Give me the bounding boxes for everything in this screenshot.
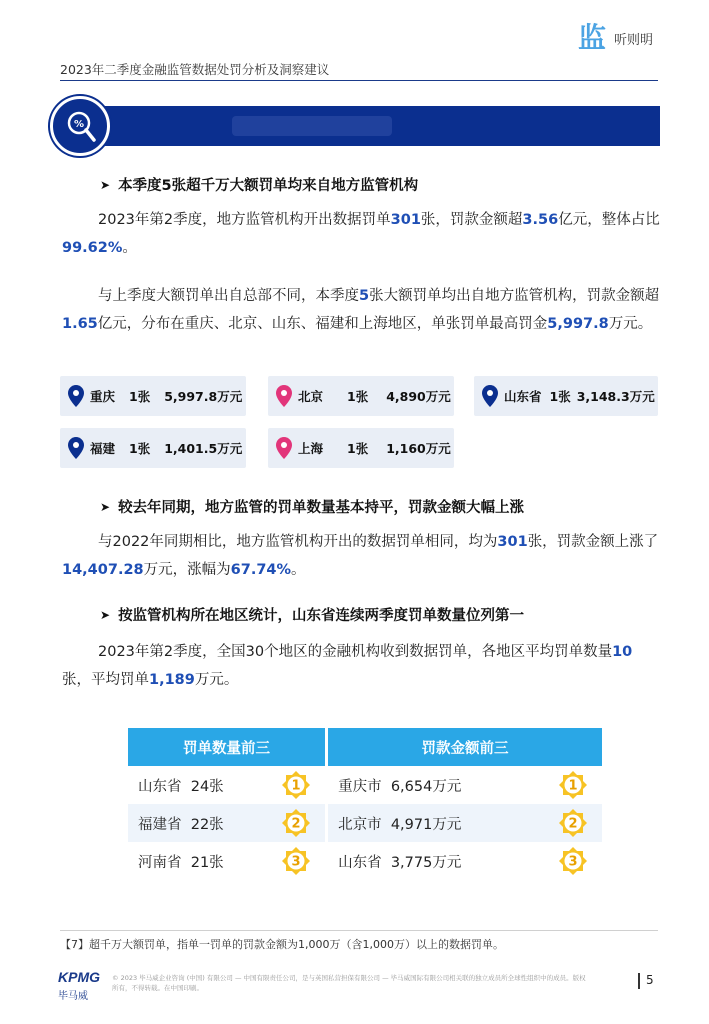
ranking-header-row [128,728,602,766]
svg-text:2: 2 [291,816,301,832]
location-chip-chongqing [60,376,246,416]
page-number-bar [638,973,640,989]
rank-medal-icon [281,770,311,800]
header-count-top3: 罚单数量前三 [128,728,327,766]
location-city: 福建 [90,441,116,456]
svg-text:1: 1 [291,778,301,794]
section1-paragraph2: 与上季度大额罚单出自总部不同，本季度5张大额罚单均出自地方监管机构，罚款金额超1.65亿元，分布在重庆、北京、山东、福建和上海地区，单张罚单最高罚金5,997.8万元。 [62,288,660,332]
location-city: 上海 [298,441,324,456]
legal-notice: © 2023 毕马威企业咨询 (中国) 有限公司 — 中国有限责任公司，是与英国私营担保有限公司 — 毕马威国际有限公司相关联的独立成员所全球性组织中的成员。版权所有，不得转载。在中国印刷。 [112,974,586,992]
brand-logo-char: 监 [578,21,607,54]
rank-medal-icon [281,846,311,876]
amount-cell: 北京市 4,971万元 2 [327,804,602,842]
section3-heading [100,604,524,625]
svg-text:3: 3 [568,854,578,870]
svg-text:2: 2 [568,816,578,832]
brand-text: 听则明 [614,32,654,48]
location-chip-fujian [60,428,246,468]
section3-paragraph: 2023年第2季度，全国30个地区的金融机构收到数据罚单，各地区平均罚单数量10张，平均罚单1,189万元。 [62,644,633,688]
location-count: 1张 [129,389,151,404]
kpmg-logo-cn: 毕马威 [58,991,88,1002]
brand [578,21,654,54]
location-amount: 3,148.3万元 [576,389,655,404]
kpmg-logo [58,970,100,1002]
location-pin-icon [482,385,498,407]
rank-medal-icon [558,770,588,800]
svg-text:%: % [73,119,85,130]
location-pin-icon [276,385,292,407]
arrow-icon: ➤ [100,607,111,622]
header-amount-top3: 罚款金额前三 [327,728,602,766]
arrow-icon: ➤ [100,499,111,514]
location-chip-beijing [268,376,454,416]
rank-medal-icon [281,808,311,838]
header-title: 2023年二季度金融监管数据处罚分析及洞察建议 [60,62,330,77]
location-amount: 1,401.5万元 [164,441,243,456]
banner-badge [50,96,110,156]
page-number: 5 [646,973,654,987]
location-count: 1张 [347,389,369,404]
location-amount: 5,997.8万元 [164,389,243,404]
arrow-icon: ➤ [100,177,111,192]
location-city: 北京 [298,389,324,404]
count-cell: 河南省 21张 3 [128,842,327,880]
magnifier-percent-icon [65,109,97,143]
location-amount: 1,160万元 [386,441,451,456]
banner-blurred-title [232,116,392,136]
location-city: 重庆 [90,389,116,404]
ranking-table [128,728,602,880]
svg-text:1: 1 [568,778,578,794]
count-cell: 福建省 22张 2 [128,804,327,842]
location-count: 1张 [129,441,151,456]
location-city: 山东省 [504,389,542,404]
location-count: 1张 [347,441,369,456]
footnote-divider [60,930,658,931]
header-divider [60,80,658,81]
section3-heading-text: 按监管机构所在地区统计，山东省连续两季度罚单数量位列第一 [118,608,525,624]
section2-heading [100,496,524,517]
rank-medal-icon [558,846,588,876]
location-pin-icon [68,437,84,459]
location-amount: 4,890万元 [386,389,451,404]
section1-heading-text: 本季度5张超千万大额罚单均来自地方监管机构 [118,178,419,194]
amount-cell: 重庆市 6,654万元 1 [327,766,602,804]
section2-heading-text: 较去年同期，地方监管的罚单数量基本持平，罚款金额大幅上涨 [118,500,525,516]
table-row [128,804,602,842]
amount-cell: 山东省 3,775万元 3 [327,842,602,880]
location-chip-shanghai [268,428,454,468]
location-count: 1张 [549,389,571,404]
location-pin-icon [276,437,292,459]
footnote: 【7】超千万大额罚单，指单一罚单的罚款金额为1,000万（含1,000万）以上的数据罚单。 [60,938,504,951]
svg-text:3: 3 [291,854,301,870]
table-row [128,766,602,804]
rank-medal-icon [558,808,588,838]
count-cell: 山东省 24张 1 [128,766,327,804]
section1-heading [100,174,418,195]
location-pin-icon [68,385,84,407]
kpmg-logo-text: KPMG [58,969,100,985]
section1-paragraph1: 2023年第2季度，地方监管机构开出数据罚单301张，罚款金额超3.56亿元，整体占比99.62%。 [62,212,660,256]
location-chip-shandong [474,376,658,416]
section2-paragraph: 与2022年同期相比，地方监管机构开出的数据罚单相同，均为301张，罚款金额上涨了14,407.28万元，涨幅为67.74%。 [62,534,659,578]
table-row [128,842,602,880]
